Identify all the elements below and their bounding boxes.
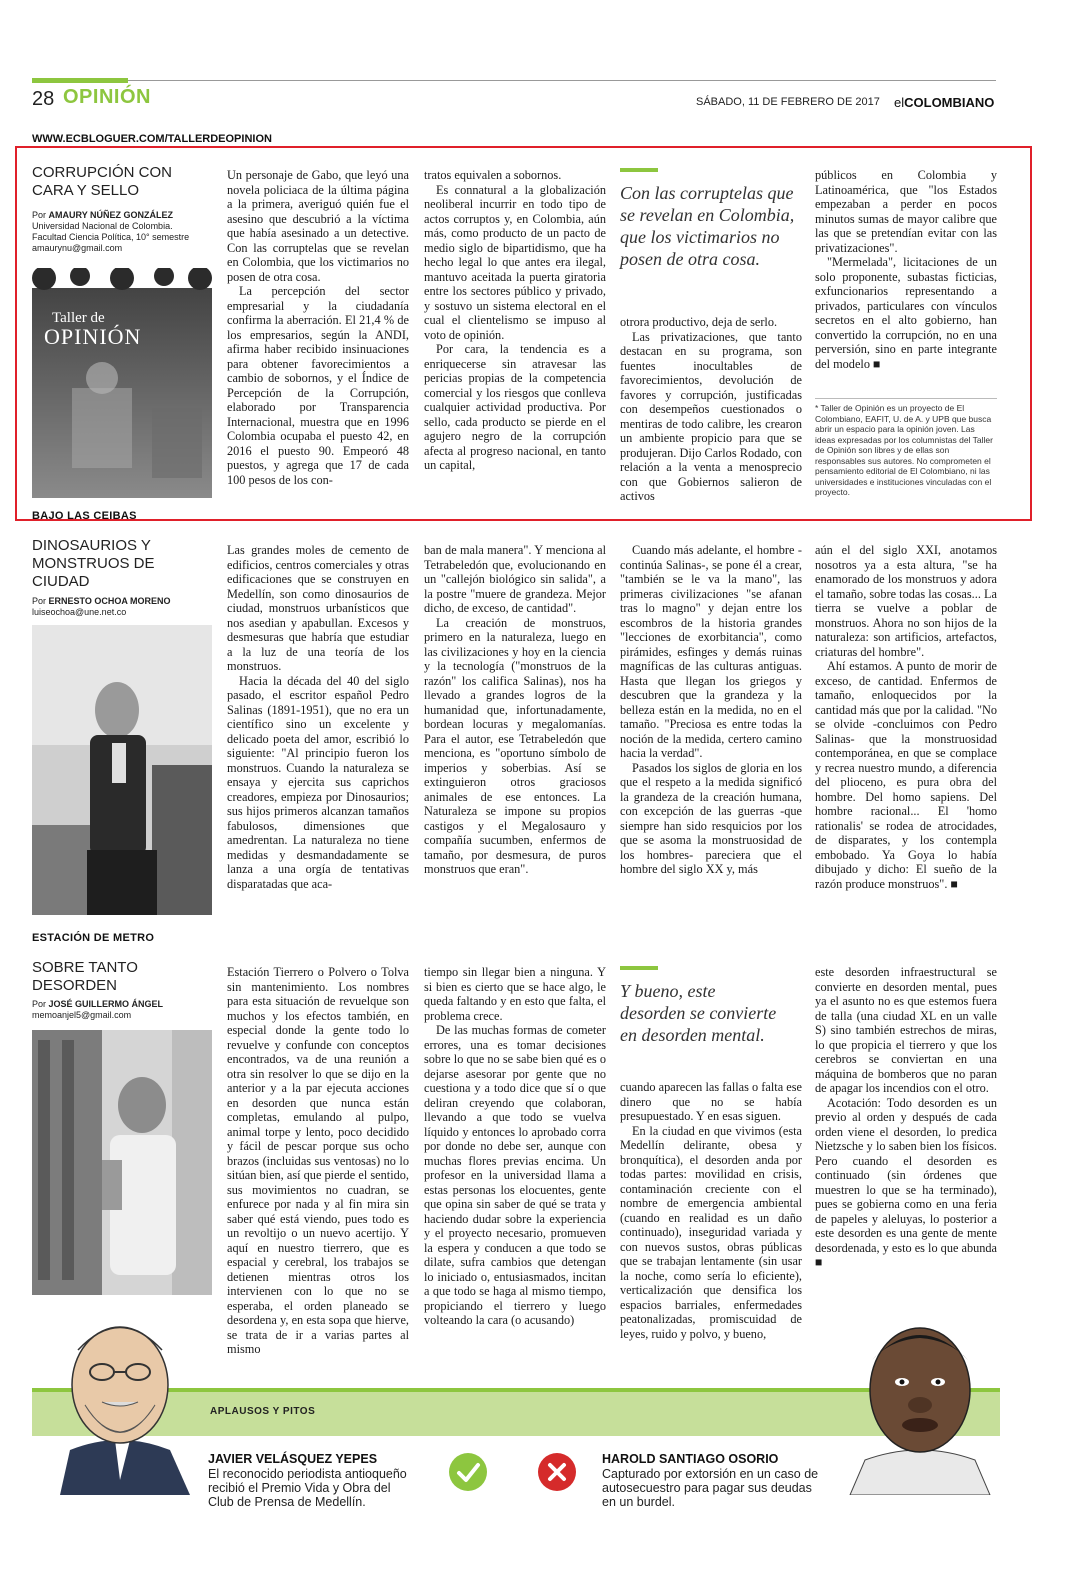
portrait-image <box>32 625 212 915</box>
aplauso-description: El reconocido periodista antioqueño recibió el Premio Vida y Obra del Club de Prensa de Medellín. <box>208 1467 407 1509</box>
paragraph: Ahí estamos. A punto de morir de exceso, de cantidad. Enfermos de tamaño, enloquecidos por la cantidad más que por la calidad. "No se olvide -concluimos con Pedro Salinas- que la monstruosidad contemporánea, en que se complace y recrea nuestro mundo, a diferencia del plioceno, es pura obra del hombre. Del homo sapiens. Del hombre racional... El 'homo rationalis' se rodea de atrocidades, de disparates, y los contempla embobado. Ya Goya lo había dibujado y dicho: El sueño de la razón produce monstruos". ■ <box>815 659 997 891</box>
paragraph: aún el del siglo XXI, anotamos nosotros ya a esta altura, "se ha enamorado de los monstruos y adora el tamaño, sobre todas las cosas... La tierra se vuelve a poblar de monstruos. Ahora no son hijos de la naturaleza: son artificios, artefactos, criaturas del hombre". <box>815 543 997 659</box>
paragraph: Hacia la década del 40 del siglo pasado, el escritor español Pedro Salinas (1891-1951), que no era un científico sino un excelente y delicado poeta del amor, escribió lo siguiente: "Al principio fueron los monstruos. Cuando la naturaleza se ensaya y ejercita sus caprichos creadores, empieza por Dinosaurios; sus hijos primeros alcanzan tamaños fabulosos, dimensiones que amedrentan. La naturaleza no tiene medidas y desmandadamente se lanza a una orgía de tentativas disparatadas que aca- <box>227 673 409 891</box>
paragraph: Las privatizaciones, que tanto destacan en su programa, son fuentes inocultables de favorecimientos, devolución de favores y corrupción, justificadas con desempeños cuestionados o mentiras de todo calibre, les crearon un ambiente propicio para que se produjeran. Dijo Carlos Rodado, con relación a la venta a menosprecio con que Gobiernos salieron de activos <box>620 329 802 503</box>
paragraph: Pasados los siglos de gloria en los que el respeto a la medida significó la grandeza de la creación humana, con excepción de las guerras -que siempre han sido resquicios por los que se asoma la monstruosidad de los hombres- pareciera que el hombre del siglo XX y, más <box>620 760 802 876</box>
pullquote-bar <box>620 966 658 970</box>
article1-column-2 <box>424 168 606 503</box>
author-name: ERNESTO OCHOA MORENO <box>48 596 171 606</box>
article2-column-4 <box>815 543 997 921</box>
header-accent-bar <box>32 78 128 83</box>
cross-icon <box>537 1452 577 1492</box>
pito-name: HAROLD SANTIAGO OSORIO <box>602 1452 779 1466</box>
paragraph: La creación de monstruos, primero en la naturaleza, luego en las civilizaciones y hoy en la ciencia y la tecnología ("monstruos de la razón" los califica Salinas), nos ha llevado a grandes logros de la humanidad que, infortunadamente, bordean locuras y megalomanías. Para el autor, ese Tetrabeledón que menciona, es "oportuno símbolo de imperios y soberbias. Así se extinguieron otros graciosos animales de ese entonces. La Naturaleza se impone su propios castigos y el Megalosauro y compañía sucumben, enfermos de tamaño, por desmesura, de puros monstruos que eran". <box>424 615 606 876</box>
author-affiliation: Universidad Nacional de Colombia. <box>32 221 173 231</box>
paragraph: Es connatural a la globalización neoliberal incurrir en todo tipo de actos corruptos y, en Colombia, aún más, como producto de un pacto de medio siglo de bipartidismo, que ha hecho legal lo que antes era ilegal, mantuvo aceitada la puerta giratoria entre los sectores público y privado, y sostuvo un sistema electoral en el cual el clientelismo se impuso al voto de opinión. <box>424 182 606 342</box>
issue-date: SÁBADO, 11 DE FEBRERO DE 2017 <box>696 96 880 108</box>
author-email: amaurynu@gmail.com <box>32 243 123 253</box>
paragraph: Cuando más adelante, el hombre -continúa Salinas-, se pone él a crear, "también se le va la mano", las primeras civilizaciones "se afanan tras lo magno" y dejan entre los escombros de la historia grandes "lecciones de exorbitancia", como pirámides, esfinges y demás ruinas magníficas de las culturas antiguas. Hasta que llegan los griegos y descubren que la grandeza y la belleza están en la medida, no en el tamaño. "Preciosa es entre todas la noción de la medida, certero camino hacia la verdad". <box>620 543 802 760</box>
article1-column-1 <box>227 168 409 503</box>
author-name: AMAURY NÚÑEZ GONZÁLEZ <box>48 210 174 220</box>
caricature-drawing <box>840 1310 1000 1495</box>
author-name: JOSÉ GUILLERMO ÁNGEL <box>48 999 164 1009</box>
header-rule <box>128 80 996 81</box>
author-email: luiseochoa@une.net.co <box>32 607 127 617</box>
paragraph: "Mermelada", licitaciones de un solo proponente, subastas ficticias, exfuncionarios representando a privados, particulares con vínculos secretos en el alto gobierno, han convertido la corrupción, no en una perversión, sino en parte integrante del modelo ■ <box>815 255 997 371</box>
masthead-prefix: el <box>894 95 905 110</box>
logo-text-small: Taller de <box>52 310 105 326</box>
article1-headline: CORRUPCIÓN CON CARA Y SELLO <box>32 164 173 199</box>
check-icon <box>448 1452 488 1492</box>
section-url: WWW.ECBLOGUER.COM/TALLERDEOPINION <box>32 133 272 145</box>
article3-headline: SOBRE TANTO DESORDEN <box>32 959 138 994</box>
byline-prefix: Por <box>32 210 47 220</box>
author-email: memoanjel5@gmail.com <box>32 1010 132 1020</box>
paragraph: Un personaje de Gabo, que leyó una novela policiaca de la última página a la primera, averiguó quién fue el asesino que descubrió a la víctima que había asesinado a un detective. Con las corruptelas que se revelan en Colombia, que los victimarios no posen de otra cosa. <box>227 168 409 284</box>
paragraph: De las muchas formas de cometer errores, una es tomar decisiones sobre lo que no se sabe bien qué es o dejarse asesorar por gente que no cuestiona y a todo dice que sí o que deliran creyendo que colaboran, llevando a que todo se vuelva líquido y entonces lo aprobado corra por donde no debe ser, aunque con muchas flores previas encima. Un profesor en la universidad llama a estas personas los elocuentes, gente que opina sin saber de qué se trata y haciendo dudar sobre la experiencia y el proyecto necesario, promueven la espera y conducen a que todo se dilate, sufra cambios que detengan lo iniciado o, entusiasmados, incitan a que todo se haga al mismo tiempo, propiciando el tierrero y luego volteando la cara (o acusando) <box>424 1023 606 1327</box>
paragraph: En la ciudad en que vivimos (esta Medellín delirante, obesa y bronquítica), el desorden anda por todas partes: movilidad en crisis, contaminación creciente con el nombre de emergencia ambiental (cuando en realidad es un daño continuado), inseguridad variada y con nuevos sustos, obras públicas que se trabajan lentamente (sin usar la noche, como sería lo eficiente), verticalización que densifica los espacios barriales, enfermedades peatonalizadas, promiscuidad de leyes, ruido y polvo, y bueno, <box>620 1123 802 1341</box>
byline-prefix: Por <box>32 596 47 606</box>
paragraph: Por cara, la tendencia es a enriquecerse sin atravesar las pericias propias de la competencia comercial y los riesgos que conlleva cualquier actividad productiva. Por sello, cada producto se pierde en el agujero negro de la corrupción afecta al progreso nacional, en tanto un capital, <box>424 342 606 472</box>
paragraph: cuando aparecen las fallas o falta ese dinero que no se había presupuestado. Y en esas siguen. <box>620 1080 802 1123</box>
article3-column-3 <box>620 1080 802 1365</box>
byline-prefix: Por <box>32 999 47 1009</box>
pullquote-bar <box>620 168 658 172</box>
paragraph: Acotación: Todo desorden es un previo al orden y después de cada orden viene el desorden, lo predica Nietzsche y lo saben bien los físicos. Pero cuando el desorden es continuado (sin órdenes que muestren lo que se ha terminado), pues se gobierna como en una feria de papeles y aleluyas, lo posterior a este desorden es una gente de mente desordenada, y esto es lo que abunda ■ <box>815 1095 997 1269</box>
taller-disclaimer-note: * Taller de Opinión es un proyecto de El Colombiano, EAFIT, U. de A. y UPB que busca abrir un espacio para la opinión joven. Las ideas expresadas por los columnistas del Taller de Opinión son libres y de ellas son responsables sus autores. No comprometen el pensamiento editorial de El Colombiano, ni las universidades e instituciones vinculadas con el proyecto. <box>815 403 993 497</box>
paragraph: tiempo sin llegar bien a ninguna. Y si bien es cierto que se hace algo, le queda faltando y en esto que falta, el problema crece. <box>424 965 606 1023</box>
article1-column-4 <box>815 168 997 390</box>
note-divider <box>815 398 997 399</box>
author-photo-jose <box>32 1030 212 1295</box>
author-faculty: Facultad Ciencia Política, 10° semestre <box>32 232 190 242</box>
masthead <box>894 95 994 110</box>
column-label-bajo-las-ceibas: BAJO LAS CEIBAS <box>32 510 137 522</box>
paragraph: Estación Tierrero o Polvero o Tolva sin mantenimiento. Los nombres para esta situación de revuelque son muchos y los efectos también, en especial donde la gente todo lo revuelve y confunde con conceptos encontrados, va de una reunión a otra sin resolver lo que se dijo en la anterior y a la par ejecuta acciones en desorden que nunca están completas, emulando al pulpo, animal torpe y lento, poco decidido y fácil de pescar porque sus ocho brazos (incluidas sus ventosas) no lo sitúan bien, así que pierde el sentido, sus movimientos no cuadran, se enfurece por nada y al fin mira sin saber qué está viendo, pues todo es un revoltijo o un nuevo acertijo. Y aquí en nuestro tierrero, que es espacial y cerebral, los trabajos se detienen mientras otros los intervienen con lo que no se esperaba, el orden planeado se desordena y, en esta sopa que hierve, se trata de ir a varias partes al mismo <box>227 965 409 1356</box>
paragraph: tratos equivalen a sobornos. <box>424 168 562 182</box>
column-label-estacion-de-metro: ESTACIÓN DE METRO <box>32 932 155 944</box>
article2-column-2 <box>424 543 606 921</box>
article1-byline <box>32 210 222 254</box>
caricature-drawing <box>40 1310 200 1495</box>
article2-column-3 <box>620 543 802 921</box>
caricature-harold <box>840 1310 1000 1495</box>
masthead-name: COLOMBIANO <box>904 95 995 110</box>
aplausos-title: APLAUSOS Y PITOS <box>210 1406 316 1417</box>
paragraph: otrora productivo, deja de serlo. <box>620 315 778 329</box>
paragraph: públicos en Colombia y Latinoamérica, que "los Estados empezaban a perder en pocos minutos sumas de mayor calibre que las que se pretendían evitar con las privatizaciones". <box>815 168 997 255</box>
taller-opinion-logo <box>32 268 212 498</box>
article1-column-3 <box>620 315 802 503</box>
portrait-image <box>32 1030 212 1295</box>
page-number: 28 <box>32 88 55 110</box>
paragraph: este desorden infraestructural se convierte en desorden mental, pues ya el asunto no es que estemos fuera de talla (una ciudad XL en un valle S) sino también estrechos de miras, lo que propicia el tierrero y que los cerebros se conviertan en una máquina de bomberos que no paran de apagar los incendios con el otro. <box>815 965 997 1095</box>
paragraph: Las grandes moles de cemento de edificios, centros comerciales y otras edificaciones que se construyen en Medellín, son como dinosaurios de ciudad, monstruos urbanísticos que nos asedian y apabullan. Excesos y desmesuras que habría que estudiar a la luz de una teoría de los monstruos. <box>227 543 409 673</box>
article3-pullquote: Y bueno, este desorden se convierte en desorden mental. <box>620 981 777 1045</box>
article1-pullquote: Con las corruptelas que se revelan en Colombia, que los victimarios no posen de otra cosa. <box>620 183 795 269</box>
caricature-javier <box>40 1310 200 1495</box>
aplauso-name: JAVIER VELÁSQUEZ YEPES <box>208 1452 378 1466</box>
logo-text-large: OPINIÓN <box>44 324 142 349</box>
article3-column-4 <box>815 965 997 1305</box>
article3-column-2 <box>424 965 606 1365</box>
article2-headline: DINOSAURIOS Y MONSTRUOS DE CIUDAD <box>32 537 155 590</box>
author-photo-ernesto <box>32 625 212 915</box>
logo-artwork <box>32 268 212 498</box>
article3-byline <box>32 999 222 1021</box>
article2-byline <box>32 596 222 618</box>
pito-description: Capturado por extorsión en un caso de autosecuestro para pagar sus deudas en un burdel. <box>602 1467 819 1509</box>
section-title: OPINIÓN <box>63 86 151 108</box>
article3-column-1 <box>227 965 409 1365</box>
paragraph: ban de mala manera". Y menciona al Tetrabeledón que, evolucionando en un "callejón biológico sin salida", a la postre "muere de grandeza. Mejor dicho, de exceso, de cantidad". <box>424 543 606 615</box>
article2-column-1 <box>227 543 409 921</box>
paragraph: La percepción del sector empresarial y la ciudadanía confirma la aberración. El 21,4 % de los empresarios, según la ANDI, afirma haber recibido insinuaciones para obtener favorecimientos a cambio de sobornos, y el Índice de Percepción de la Corrupción, elaborado por Transparencia Internacional, muestra que en 1996 Colombia ocupaba el puesto 42, en 2016 el puesto 90. Empeoró 48 puestos, y agrega que 17 de cada 100 pesos de los con- <box>227 284 409 487</box>
